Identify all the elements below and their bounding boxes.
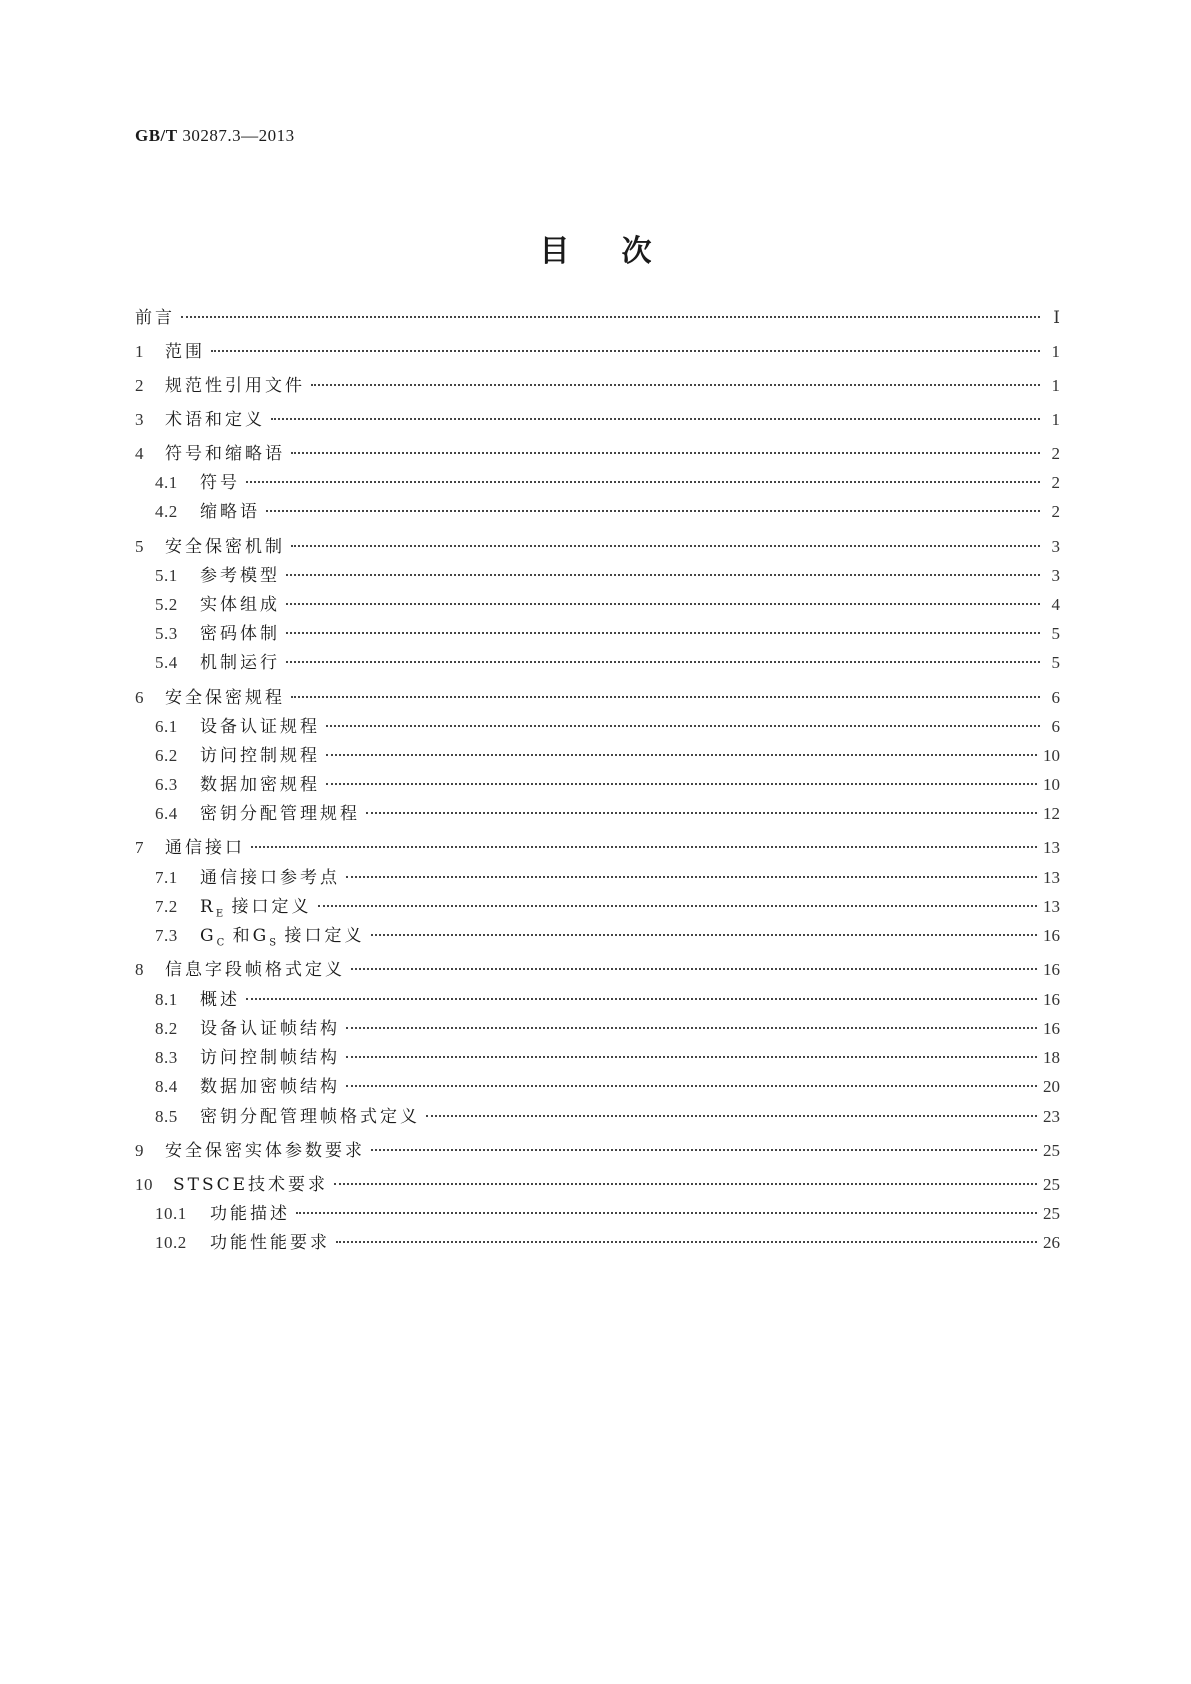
toc-entry-foreword[interactable] [135,305,1060,331]
toc-entry-5-4[interactable] [135,650,1060,676]
toc-page: 5 [1051,624,1060,643]
toc-entry-8-4[interactable] [135,1074,1060,1100]
toc-page: 18 [1043,1048,1060,1067]
toc-number: 6.3 [155,775,178,794]
toc-entry-8-5[interactable] [135,1104,1060,1130]
standard-number: 30287.3—2013 [182,126,295,145]
toc-number: 5.3 [155,624,178,643]
toc-entry-8-3[interactable] [135,1045,1060,1071]
toc-entry-10[interactable] [135,1172,1060,1198]
dot-leader [311,383,1040,386]
toc-entry-8-2[interactable] [135,1016,1060,1042]
toc-label: 前言 [135,308,175,328]
dot-leader [296,1211,1037,1214]
dot-leader [346,1084,1037,1087]
table-of-contents [135,0,1060,1684]
toc-page: 3 [1051,537,1060,556]
dot-leader [351,967,1037,970]
toc-entry-4[interactable] [135,441,1060,467]
gc-subscript: C [216,937,225,949]
toc-label: 符号 [200,473,240,493]
dot-leader [181,315,1040,318]
toc-entry-8[interactable] [135,957,1060,983]
toc-page: 1 [1051,342,1060,361]
toc-label: 数据加密帧结构 [200,1077,340,1097]
toc-label: 设备认证规程 [200,717,320,737]
toc-number: 9 [135,1141,144,1160]
toc-number: 6.1 [155,717,178,736]
dot-leader [286,631,1040,634]
toc-label: 安全保密机制 [165,537,285,557]
toc-page: 2 [1051,502,1060,521]
toc-label: 密钥分配管理帧格式定义 [200,1107,420,1127]
re-symbol: R [200,897,216,917]
label-mid: 和G [232,926,270,946]
toc-entry-6-1[interactable] [135,714,1060,740]
toc-entry-3[interactable] [135,407,1060,433]
toc-page: 2 [1051,444,1060,463]
toc-page: 1 [1051,376,1060,395]
dot-leader [286,660,1040,663]
toc-entry-9[interactable] [135,1138,1060,1164]
dot-leader [336,1240,1037,1243]
dot-leader [426,1114,1037,1117]
toc-number: 8 [135,960,144,979]
toc-page: 16 [1043,1019,1060,1038]
toc-number: 6.4 [155,804,178,823]
toc-label [200,923,365,956]
toc-number: 7 [135,838,144,857]
toc-entry-4-2[interactable] [135,499,1060,525]
toc-label: 数据加密规程 [200,775,320,795]
toc-label: 密钥分配管理规程 [200,804,360,824]
re-subscript: E [215,908,224,920]
toc-number: 10.1 [155,1204,187,1223]
toc-entry-4-1[interactable] [135,470,1060,496]
dot-leader [326,724,1040,727]
toc-page: 10 [1043,746,1060,765]
dot-leader [251,845,1037,848]
toc-entry-8-1[interactable] [135,987,1060,1013]
toc-entry-10-1[interactable] [135,1201,1060,1227]
dot-leader [318,904,1037,907]
toc-page: 5 [1051,653,1060,672]
toc-page: 12 [1043,804,1060,823]
toc-number: 10.2 [155,1233,187,1252]
toc-entry-1[interactable] [135,339,1060,365]
label-text: 接口定义 [231,897,312,917]
dot-leader [286,602,1040,605]
toc-label: 范围 [165,342,205,362]
toc-number: 8.3 [155,1048,178,1067]
toc-label: 实体组成 [200,595,280,615]
toc-label: 通信接口参考点 [200,868,340,888]
toc-page: Ⅰ [1053,308,1060,327]
toc-label: 规范性引用文件 [165,376,305,396]
toc-page: 6 [1051,688,1060,707]
toc-number: 7.2 [155,897,178,916]
toc-page: 6 [1051,717,1060,736]
toc-number: 7.1 [155,868,178,887]
toc-page: 16 [1043,990,1060,1009]
toc-label: 缩略语 [200,502,260,522]
toc-number: 10 [135,1175,153,1194]
toc-number: 4 [135,444,144,463]
dot-leader [291,544,1040,547]
toc-number: 5 [135,537,144,556]
dot-leader [366,811,1037,814]
toc-page: 10 [1043,775,1060,794]
toc-number: 8.1 [155,990,178,1009]
toc-page: 13 [1043,897,1060,916]
toc-number: 6.2 [155,746,178,765]
dot-leader [246,997,1037,1000]
toc-label: 安全保密规程 [165,688,285,708]
toc-label: 机制运行 [200,653,280,673]
toc-entry-6-2[interactable] [135,743,1060,769]
dot-leader [334,1182,1037,1185]
dot-leader [246,480,1040,483]
toc-page: 26 [1043,1233,1060,1252]
toc-page: 25 [1043,1175,1060,1194]
toc-entry-5-3[interactable] [135,621,1060,647]
dot-leader [266,509,1040,512]
toc-page: 13 [1043,868,1060,887]
toc-entry-6[interactable] [135,685,1060,711]
dot-leader [286,573,1040,576]
toc-label: 访问控制帧结构 [200,1048,340,1068]
toc-page: 13 [1043,838,1060,857]
toc-number: 4.2 [155,502,178,521]
toc-label: 功能描述 [210,1204,290,1224]
gs-subscript: S [269,937,277,949]
toc-number: 2 [135,376,144,395]
toc-label: 功能性能要求 [210,1233,330,1253]
toc-label: 概述 [200,990,240,1010]
dot-leader [211,349,1040,352]
toc-entry-7-1[interactable] [135,865,1060,891]
toc-page: 20 [1043,1077,1060,1096]
dot-leader [371,933,1037,936]
standard-prefix: GB/T [135,126,178,145]
page-title: 目次 [539,234,704,269]
toc-number: 8.5 [155,1107,178,1126]
toc-label: 访问控制规程 [200,746,320,766]
dot-leader [346,1055,1037,1058]
dot-leader [346,1026,1037,1029]
toc-entry-7-2[interactable] [135,894,1060,920]
dot-leader [291,451,1040,454]
toc-page: 23 [1043,1107,1060,1126]
toc-number: 8.4 [155,1077,178,1096]
toc-label: 安全保密实体参数要求 [165,1141,365,1161]
gc-symbol: G [200,926,217,946]
toc-page: 25 [1043,1141,1060,1160]
toc-page: 3 [1051,566,1060,585]
toc-entry-6-3[interactable] [135,772,1060,798]
toc-entry-2[interactable] [135,373,1060,399]
toc-entry-10-2[interactable] [135,1230,1060,1256]
dot-leader [326,753,1037,756]
toc-number: 8.2 [155,1019,178,1038]
toc-number: 3 [135,410,144,429]
toc-label: 设备认证帧结构 [200,1019,340,1039]
toc-number: 4.1 [155,473,178,492]
toc-page: 1 [1051,410,1060,429]
toc-label: 术语和定义 [165,410,265,430]
dot-leader [326,782,1037,785]
dot-leader [271,417,1040,420]
toc-page: 16 [1043,960,1060,979]
dot-leader [371,1148,1037,1151]
dot-leader [291,695,1040,698]
toc-number: 5.1 [155,566,178,585]
toc-page: 16 [1043,926,1060,945]
toc-entry-5[interactable] [135,534,1060,560]
toc-label: 符号和缩略语 [165,444,285,464]
toc-page: 4 [1051,595,1060,614]
toc-entry-6-4[interactable] [135,801,1060,827]
toc-entry-5-2[interactable] [135,592,1060,618]
toc-page: 25 [1043,1204,1060,1223]
toc-label: 信息字段帧格式定义 [165,960,345,980]
dot-leader [346,875,1037,878]
toc-entry-7[interactable] [135,835,1060,861]
toc-number: 6 [135,688,144,707]
label-text: 接口定义 [284,926,365,946]
toc-label: 通信接口 [165,838,245,858]
toc-label: STSCE技术要求 [173,1175,329,1195]
toc-label: 参考模型 [200,566,280,586]
toc-number: 5.2 [155,595,178,614]
toc-number: 7.3 [155,926,178,945]
toc-number: 5.4 [155,653,178,672]
toc-page: 2 [1051,473,1060,492]
toc-number: 1 [135,342,144,361]
toc-label: 密码体制 [200,624,280,644]
toc-entry-5-1[interactable] [135,563,1060,589]
toc-entry-7-3[interactable] [135,923,1060,949]
